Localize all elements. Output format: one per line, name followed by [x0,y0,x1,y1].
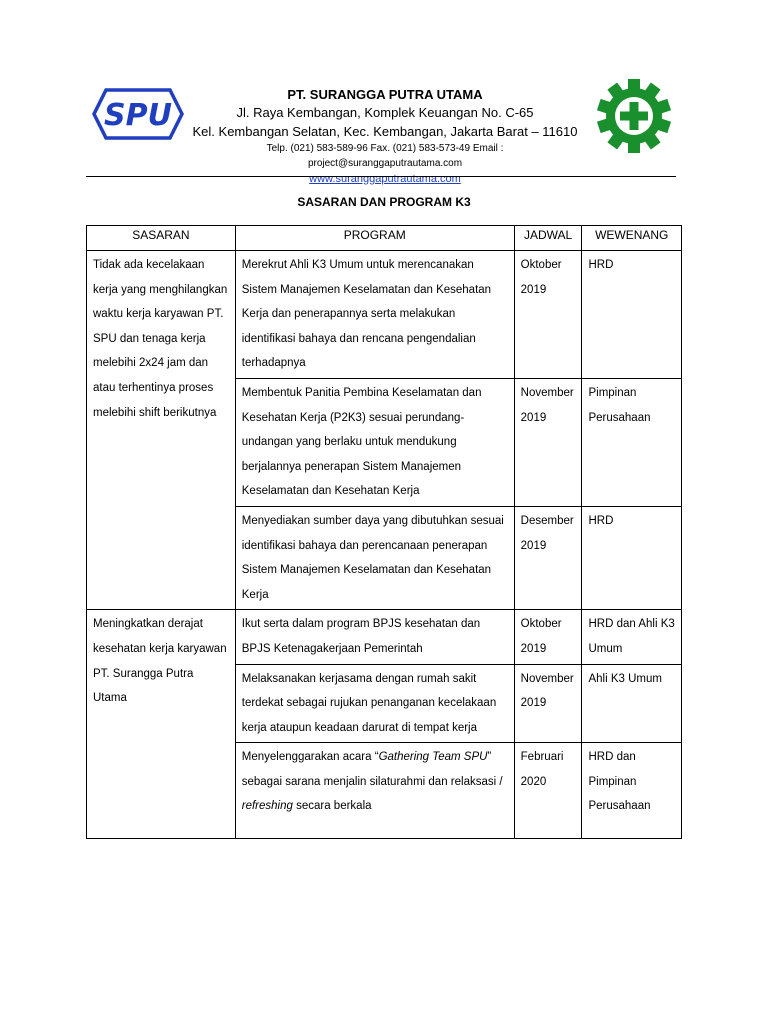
program-cell: Melaksanakan kerjasama dengan rumah sakit terdekat sebagai rujukan penanganan kecelakaan kerja ataupun keadaan darurat di tempat kerja [235,664,514,743]
address-line-1: Jl. Raya Kembangan, Komplek Keuangan No. C-65 [236,105,534,120]
jadwal-cell: November 2019 [514,378,582,506]
spu-logo [92,88,184,140]
contact-line: Telp. (021) 583-589-96 Fax. (021) 583-573-49 Email : project@suranggaputrautama.com [266,143,504,169]
program-cell [235,743,514,839]
website-link[interactable]: www.suranggaputrautama.com [309,173,461,185]
wewenang-cell: Ahli K3 Umum [582,664,682,743]
sasaran-cell: Meningkatkan derajat kesehatan kerja karyawan PT. Surangga Putra Utama [87,610,236,839]
sasaran-cell: Tidak ada kecelakaan kerja yang menghilangkan waktu kerja karyawan PT. SPU dan tenaga kerja melebihi 2x24 jam dan atau terhentinya proses melebihi shift berikutnya [87,251,236,610]
k3-safety-gear-icon [596,78,672,154]
table-row [87,251,682,379]
program-cell: Membentuk Panitia Pembina Keselamatan dan Kesehatan Kerja (P2K3) sesuai perundang-undangan yang berlaku untuk mendukung berjalannya penerapan Sistem Manajemen Keselamatan dan Kesehatan Kerja [235,378,514,506]
program-text: ” sebagai sarana menjalin silaturahmi dan relaksasi / [241,751,503,788]
k3-program-table [86,225,682,839]
wewenang-cell: HRD dan Pimpinan Perusahaan [582,743,682,839]
wewenang-cell: HRD dan Ahli K3 Umum [582,610,682,664]
program-emphasis: refreshing [241,800,293,813]
header-divider [86,176,676,177]
company-info [190,86,580,187]
jadwal-cell: Oktober 2019 [514,251,582,379]
wewenang-cell: HRD [582,506,682,609]
jadwal-cell: Oktober 2019 [514,610,582,664]
address-line-2: Kel. Kembangan Selatan, Kec. Kembangan, Jakarta Barat – 11610 [192,124,578,139]
jadwal-cell: Februari 2020 [514,743,582,839]
header-wewenang: WEWENANG [582,226,682,251]
program-cell: Menyediakan sumber daya yang dibutuhkan sesuai identifikasi bahaya dan perencanaan penerapan Sistem Manajemen Keselamatan dan Kesehatan Kerja [235,506,514,609]
program-text: Menyelenggarakan acara “ [241,751,379,764]
svg-text:SPU: SPU [104,98,172,133]
header-jadwal: JADWAL [514,226,582,251]
table-row [87,610,682,664]
header-program: PROGRAM [235,226,514,251]
wewenang-cell: HRD [582,251,682,379]
letterhead [0,0,768,185]
table-header-row [87,226,682,251]
program-cell: Ikut serta dalam program BPJS kesehatan dan BPJS Ketenagakerjaan Pemerintah [235,610,514,664]
wewenang-cell: Pimpinan Perusahaan [582,378,682,506]
document-title: SASARAN DAN PROGRAM K3 [297,195,471,209]
program-cell: Merekrut Ahli K3 Umum untuk merencanakan Sistem Manajemen Keselamatan dan Kesehatan Kerja dan penerapannya serta melakukan identifikasi bahaya dan rencana pengendalian terhadapnya [235,251,514,379]
program-text: secara berkala [292,800,372,813]
program-emphasis: Gathering Team SPU [378,751,488,764]
header-sasaran: SASARAN [87,226,236,251]
company-name: PT. SURANGGA PUTRA UTAMA [287,87,483,102]
jadwal-cell: Desember 2019 [514,506,582,609]
jadwal-cell: November 2019 [514,664,582,743]
